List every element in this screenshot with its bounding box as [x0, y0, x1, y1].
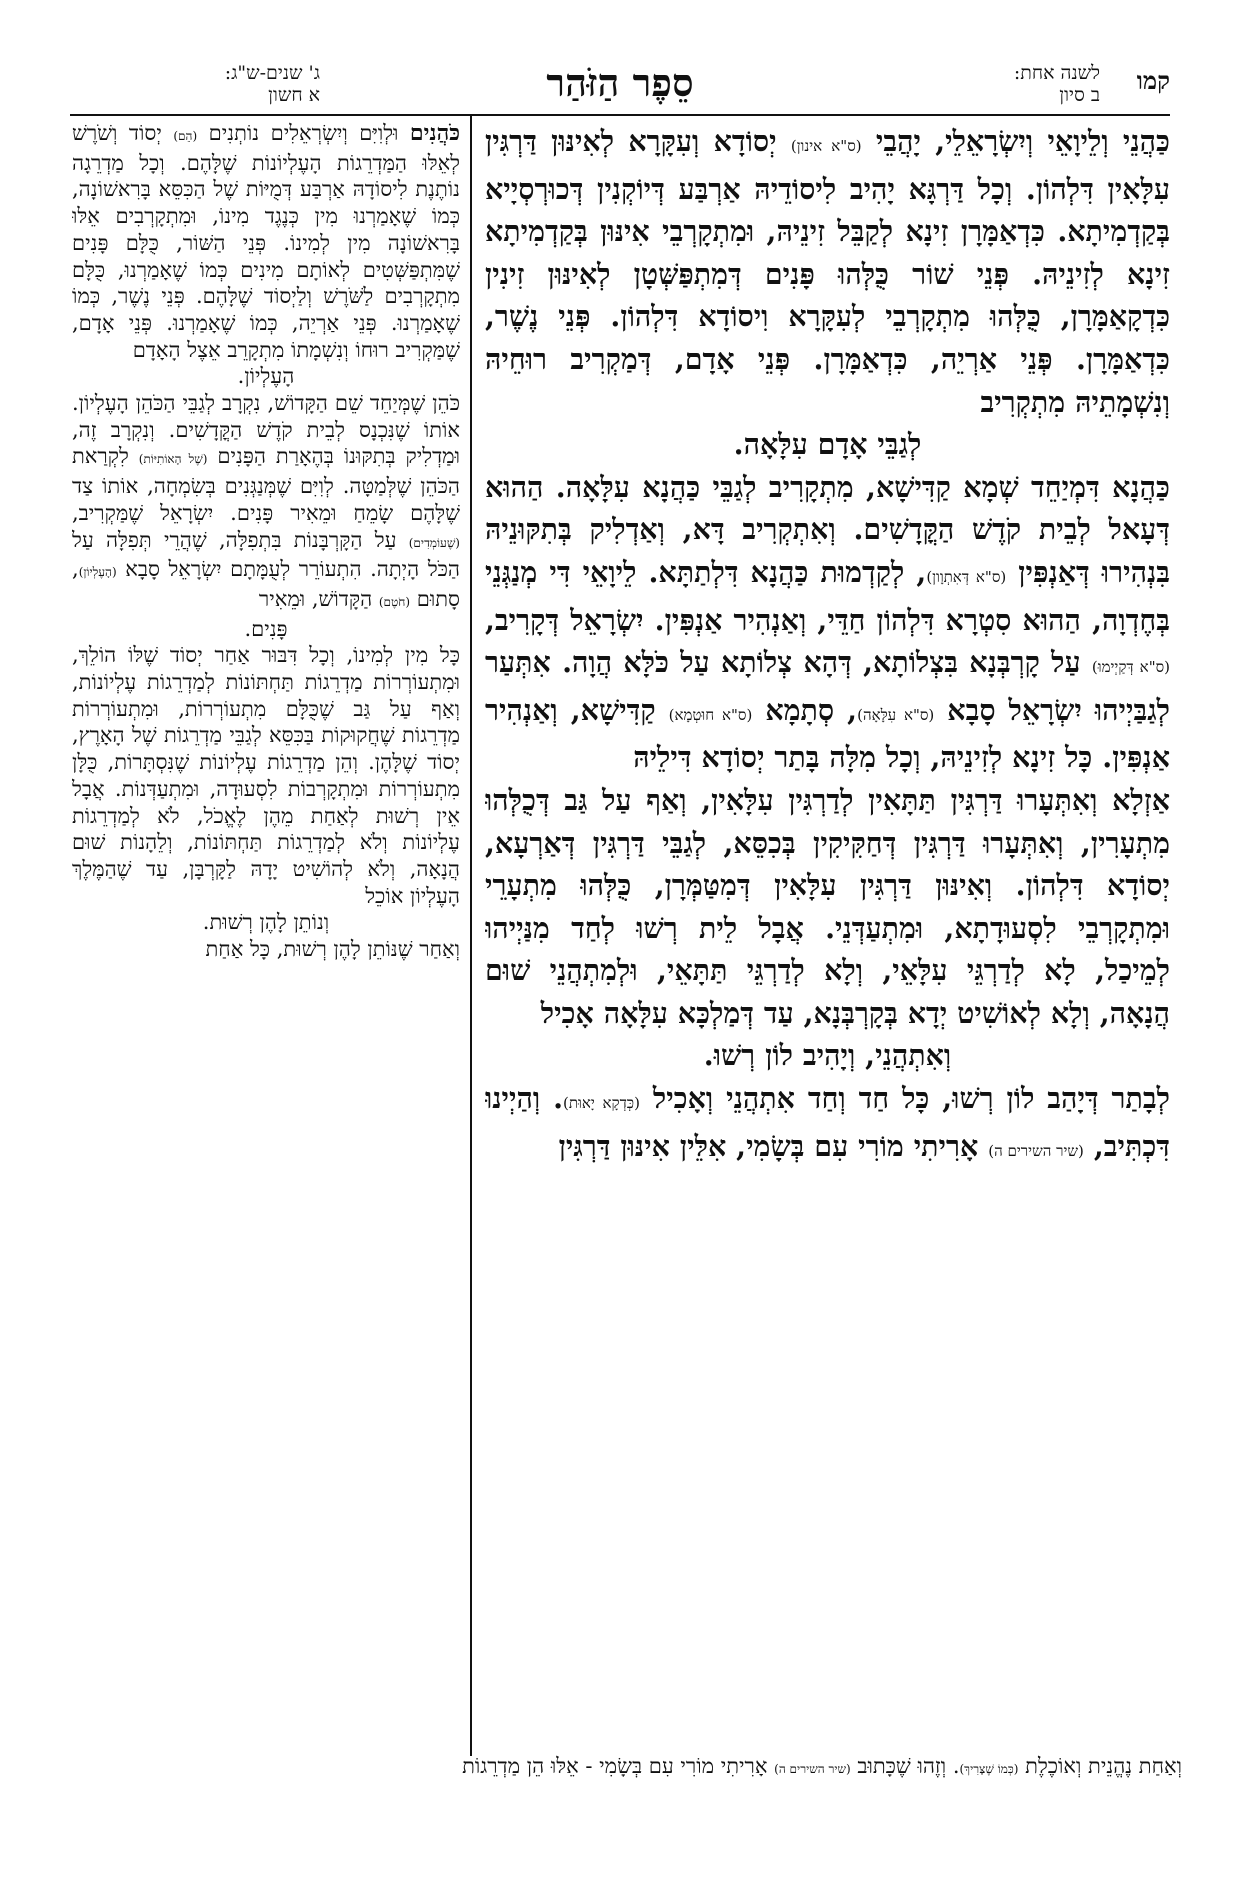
commentary-p2-note-4: (חֹטֶם)	[378, 594, 411, 609]
main-p4-text-b: . וְהַיְינוּ דִּכְתִּיב,	[485, 1081, 1170, 1163]
page-header	[70, 60, 1170, 116]
commentary-paragraph-2	[72, 390, 460, 616]
column-divider	[470, 116, 472, 1756]
main-p2-text-b: , לְקַדְמוּת כַּהֲנָא דִּלְתַתָּא. לֵיוָאֵי דִּי מְנַגְּנֵי בְּחֶדְוָה, הַהוּא סִטְרָא דִּלְהוֹן חַדֵּי, וְאַנְהִיר אַנְפִּין. יִשְׂרָאֵל דְּקָרִיב,	[485, 554, 1170, 637]
commentary-p2-note-1: (שֶׁל הָאוֹתִיּוֹת)	[138, 452, 208, 467]
commentary-paragraph-2-end: פָּנִים.	[244, 616, 288, 641]
commentary-p1-lead: כֹּהֲנִים	[409, 120, 460, 146]
main-p4-note-2: (שיר השירים ה)	[988, 1141, 1084, 1160]
page-number: קמו	[1136, 66, 1170, 95]
right-header-line2: ב סיון	[1059, 84, 1100, 106]
commentary-p2-text: כֹּהֵן שֶׁמְּיַחֵד שֵׁם הַקָּדוֹשׁ, נִקְרָב לְגַבֵּי הַכֹּהֵן הָעֶלְיוֹן. אוֹתוֹ שֶׁנִּכְנָס לְבֵית קֹדֶשׁ הַקֳּדָשִׁים. וְנִקְרָב זֶה, וּמַדְלִיק בְּתִקּוּנוֹ בְּהֶאָרַת הַפָּנִים	[72, 391, 460, 469]
right-header-line1: לשנה אחת:	[1013, 62, 1100, 84]
main-p2-text-d: , סְתָמָא	[765, 692, 858, 727]
commentary-p2-text-e: הַקָּדוֹשׁ, וּמֵאִיר	[258, 586, 373, 611]
main-p1-text-b: יְסוֹדָא וְעִקָּרָא לְאִינּוּן דַּרְגִּין עִלָּאִין דִּלְהוֹן. וְכָל דַּרְגָּא יָהִיב לִיסוֹדֵיהּ אַרְבַּע דְּיוֹקְנִין דְּכוּרְסְיָיא בְּקַדְמִיתָא. כִּדְאַמָּרָן זִינָא לְקַבֵּל זִינֵיהּ, וּמִתְקָרְבֵי אִינּוּן בְּקַדְמִיתָא זִינָא לְזִינֵיהּ. פְּנֵי שׁוֹר כֻּלְּהוּ פָּנִים דְּמִתְפַּשְּׁטָן לְאִינּוּן זִינִין כִּדְקָאַמָּרָן, כֻּלְּהוּ מִתְקָרְבֵי לְעִקָּרָא וִיסוֹדָא דִּלְהוֹן. פְּנֵי נֶשֶׁר, כִּדְאַמָּרָן. פְּנֵי אַרְיֵה, כִּדְאַמָּרָן. פְּנֵי אָדָם, דְּמַקְרִיב רוּחֵיהּ וְנִשְׁמָתֵיהּ מִתְקְרִיב	[485, 124, 1170, 419]
main-p4-text-c: אָרִיתִי מוֹרִי עִם בְּשָׂמִי, אִלֵּין אִינּוּן דַּרְגִּין	[558, 1128, 979, 1163]
main-p1-note: (ס"א אינון)	[790, 137, 862, 155]
main-p2-note-1: (ס"א דְּאִתְוָון)	[926, 567, 1007, 586]
main-paragraph-4	[485, 1077, 1170, 1172]
main-paragraph-2	[485, 466, 1170, 779]
left-header-meta	[70, 62, 320, 106]
main-p4-note-1: (כְּדְקָא יָאוּת)	[563, 1094, 640, 1113]
main-p2-note-2: (ס"א דְּקַיְימוּ)	[1091, 658, 1170, 677]
commentary-p2-text-b: לִקְרַאת הַכֹּהֵן שֶׁלְּמַטָּה. לְוִיִּם שֶׁמְּנַגְּנִים בְּשִׂמְחָה, אוֹתוֹ צַד שֶׁלָּהֶם שָׂמֵחַ וּמֵאִיר פָּנִים. יִשְׂרָאֵל שֶׁמַּקְרִיב,	[72, 444, 460, 525]
commentary-paragraph-3-end: וְנוֹתֵן לָהֶן רְשׁוּת.	[202, 910, 330, 935]
commentary-p2-note-2: (שֶׁעוֹמְדִים)	[408, 535, 460, 550]
bottom-note-1: (כְּמוֹ שֶׁצָּרִיךְ)	[959, 1762, 1019, 1776]
main-p2-text-e: קַדִּישָׁא, וְאַנְהִיר אַנְפִּין. כָּל זִינָא לְזִינֵיהּ, וְכָל מִלָּה בָּתַר יְסוֹדָא דִּילֵיהּ	[485, 692, 1170, 775]
main-paragraph-3-end: וְאִתְהֲנֵי, וְיָהִיב לוֹן רְשׁוּ.	[703, 1038, 952, 1073]
commentary-p1-note: (הֵם)	[173, 129, 198, 143]
book-title: סֵפֶר הַזֹּהַר	[546, 60, 694, 105]
main-p2-text-c: עַל קָרְבְּנָא בִּצְלוֹתָא, דְּהָא צְלוֹתָא עַל כֹּלָּא הֲוָה. אִתְּעַר לְגַבַּיְיהוּ יִשְׂרָאֵל סָבָא	[485, 645, 1170, 727]
main-paragraph-3: אַזְלָא וְאִתְּעָרוּ דַּרְגִּין תַּתָּאִין לְדַרְגִּין עִלָּאִין, וְאַף עַל גַּב דְּכֻלְּהוּ מִתְעָרִין, וְאִתְּעָרוּ דַּרְגִּין דְּחַקִּיקִין בְּכִסֵּא, לְגַבֵּי דַּרְגִּין דְּאַרְעָא, יְסוֹדָא דִּלְהוֹן. וְאִינּוּן דַּרְגִּין עִלָּאִין דְּמִטַּמְּרָן, כֻּלְּהוּ מִתְעָרֵי וּמִתְקָרְבֵי לִסְעוּדָתָא, וּמִתְעַדְּנֵי. אֲבָל לֵית רְשׁוּ לְחַד מִנַּיְיהוּ לְמֵיכַל, לָא לְדַרְגֵּי עִלָּאֵי, וְלָא לְדַרְגֵּי תַּתָּאֵי, וּלְמִתְהֲנֵי שׁוּם הֲנָאָה, וְלָא לְאוֹשִׁיט יְדָא בְּקָרְבְּנָא, עַד דְּמַלְכָּא עִלָּאָה אָכִיל	[485, 782, 1170, 1030]
commentary-p2-text-c: עַל הַקָּרְבָּנוֹת בִּתְפִלָּה, שֶׁהֲרֵי תְּפִלָּה עַל הַכֹּל הָיְתָה. הִתְעוֹרֵר לְעֻמָּתָם יִשְׂרָאֵל סָבָא	[72, 527, 460, 582]
commentary-paragraph-4: וְאַחַר שֶׁנּוֹתֵן לָהֶן רְשׁוּת, כָּל אַחַת	[205, 937, 460, 962]
bottom-text-3: אָרִיתִי מוֹרִי עִם בְּשָׂמִי - אֵלּוּ הֵן מַדְרֵגוֹת	[462, 1754, 768, 1778]
main-p2-note-3: (ס"א עִלָּאָה)	[857, 705, 935, 724]
commentary-continuation-line	[72, 1752, 1182, 1783]
bottom-text-2: . וְזֶהוּ שֶׁכָּתוּב	[857, 1754, 960, 1778]
main-p4-text: לְבָתַר דְּיָהַב לוֹן רְשׁוּ, כָּל חַד וְחַד אִתְהֲנֵי וְאָכִיל	[652, 1081, 1170, 1116]
left-header-line2: א חשון	[268, 84, 320, 106]
commentary-p2-text-d: , סָתוּם	[72, 557, 460, 611]
bottom-note-2: (שיר השירים ה)	[774, 1762, 851, 1776]
main-paragraph-1	[485, 120, 1170, 423]
header-divider	[70, 114, 1170, 116]
commentary-p1-text: וּלְוִיִּם וְיִשְׂרְאֵלִים נוֹתְנִים	[208, 121, 399, 145]
left-header-line1: ג' שנים-ש"ג:	[224, 62, 320, 84]
main-p2-text: כַּהֲנָא דִּמְיַחֵד שְׁמָא קַדִּישָׁא, מִתְקָרִיב לְגַבֵּי כַּהֲנָא עִלָּאָה. הַהוּא דְּעָאל לְבֵית קֹדֶשׁ הַקֳּדָשִׁים. וְאִתְקְרִיב דָּא, וְאַדְלִיק בְּתִקּוּנֵיהּ בִּנְהִירוּ דְּאַנְפִּין	[485, 469, 1170, 589]
main-paragraph-1-end: לְגַבֵּי אָדָם עִלָּאָה.	[733, 427, 922, 462]
commentary-paragraph-1	[72, 120, 460, 363]
main-text-column	[485, 120, 1170, 1750]
bottom-text-1: וְאַחַת נֶהֱנֵית וְאוֹכֶלֶת	[1025, 1754, 1182, 1778]
commentary-p1-text-b: יְסוֹד וְשֹׁרֶשׁ לְאֵלּוּ הַמַּדְרֵגוֹת הָעֶלְיוֹנוֹת שֶׁלָּהֶם. וְכָל מַדְרֵגָה נוֹתֶנֶת לִיסוֹדָהּ אַרְבַּע דְּמֻיּוֹת שֶׁל הַכִּסֵּא בָּרִאשׁוֹנָה, כְּמוֹ שֶׁאָמַרְנוּ מִין כְּנֶגֶד מִינוֹ, וּמִתְקָרְבִים אֵלּוּ בָּרִאשׁוֹנָה מִין לְמִינוֹ. פְּנֵי הַשּׁוֹר, כֻּלָּם פָּנִים שֶׁמִּתְפַּשְּׁטִים לְאוֹתָם מִינִים כְּמוֹ שֶׁאָמַרְנוּ, כֻּלָּם מִתְקָרְבִים לַשֹּׁרֶשׁ וְלַיְסוֹד שֶׁלָּהֶם. פְּנֵי נֶשֶׁר, כְּמוֹ שֶׁאָמַרְנוּ. פְּנֵי אַרְיֵה, כְּמוֹ שֶׁאָמַרְנוּ. פְּנֵי אָדָם, שֶׁמַּקְרִיב רוּחוֹ וְנִשְׁמָתוֹ מִתְקָרֵב אֵצֶל הָאָדָם	[72, 121, 460, 362]
commentary-column	[72, 120, 460, 1750]
commentary-paragraph-3: כָּל מִין לְמִינוֹ, וְכָל דִּבּוּר אַחַר יְסוֹד שֶׁלּוֹ הוֹלֵךְ, וּמִתְעוֹרְרוֹת מַדְרֵגוֹת תַּחְתּוֹנוֹת לְמַדְרֵגוֹת עֶלְיוֹנוֹת, וְאַף עַל גַּב שֶׁכֻּלָּם מִתְעוֹרְרוֹת, וּמִתְעוֹרְרוֹת מַדְרֵגוֹת שֶׁחֲקוּקוֹת בַּכִּסֵּא לְגַבֵּי מַדְרֵגוֹת שֶׁל הָאָרֶץ, יְסוֹד שֶׁלָּהֶן. וְהֵן מַדְרֵגוֹת עֶלְיוֹנוֹת שֶׁנִּסְתָּרוֹת, כֻּלָּן מִתְעוֹרְרוֹת וּמִתְקָרְבוֹת לִסְעוּדָה, וּמִתְעַדְּנוֹת. אֲבָל אֵין רְשׁוּת לְאַחַת מֵהֶן לֶאֱכֹל, לֹא לְמַדְרֵגוֹת עֶלְיוֹנוֹת וְלֹא לְמַדְרֵגוֹת תַּחְתּוֹנוֹת, וְלֵהָנוֹת שׁוּם הֲנָאָה, וְלֹא לְהוֹשִׁיט יָדָהּ לַקָּרְבָּן, עַד שֶׁהַמֶּלֶךְ הָעֶלְיוֹן אוֹכֵל	[72, 643, 460, 908]
main-p1-text: כַּהֲנֵי וְלֵיוָאֵי וְיִשְׂרָאֵלֵי, יָהֲבֵי	[875, 124, 1170, 158]
main-p2-note-4: (ס"א חוּטְמָא)	[668, 705, 753, 724]
commentary-p2-note-3: (הָעֶלְיוֹן)	[78, 565, 117, 580]
commentary-paragraph-1-end: הָעֶלְיוֹן.	[237, 364, 295, 389]
